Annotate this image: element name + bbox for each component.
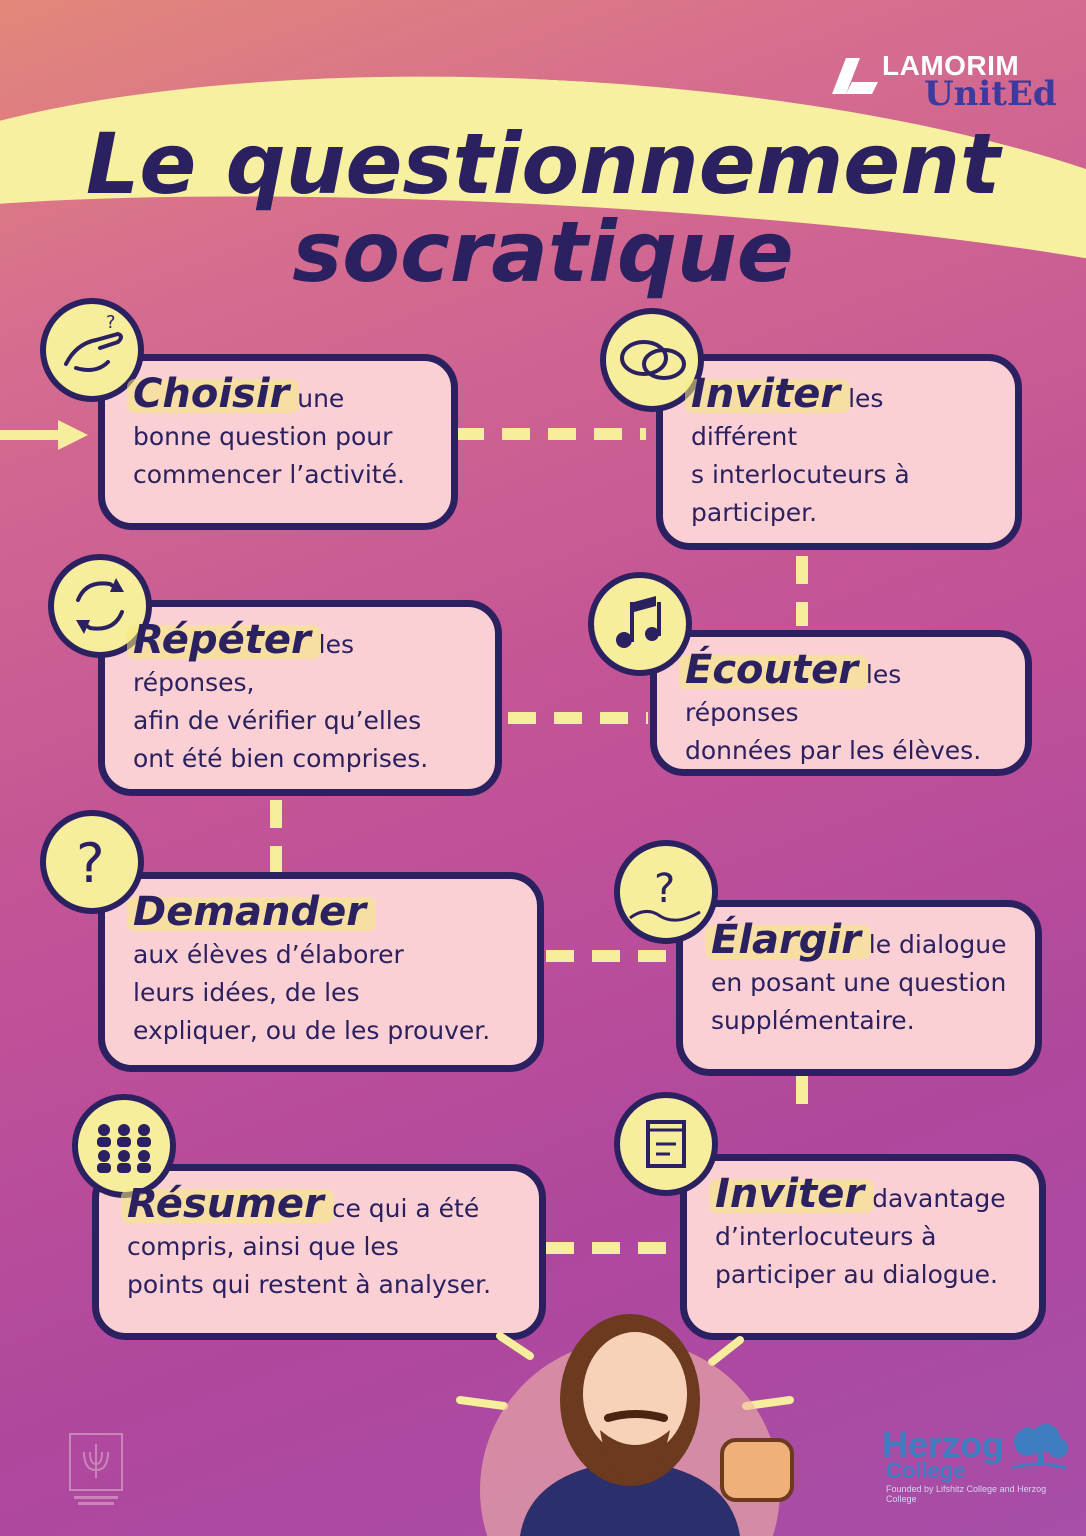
step-line: en posant une question (711, 968, 1007, 997)
step-inline-text: les réponses (685, 660, 902, 727)
step-keyword: Répéter (133, 617, 311, 663)
page-title-line1: Le questionnement (85, 115, 1001, 213)
entry-arrow-icon (0, 420, 88, 450)
step-line: expliquer, ou de les prouver. (133, 1016, 491, 1045)
herzog-sub: College (886, 1458, 966, 1483)
step-line: points qui restent à analyser. (127, 1270, 492, 1299)
step-line: aux élèves d’élaborer (133, 940, 404, 969)
step-icon-circle (588, 572, 692, 676)
svg-text:?: ? (654, 866, 676, 912)
herzog-name: Herzog (882, 1424, 1005, 1465)
calendar-note-icon (620, 1098, 712, 1190)
step-line: s interlocuteurs à (691, 460, 910, 489)
step-line: afin de vérifier qu’elles (133, 706, 422, 735)
ministry-emblem-icon (66, 1430, 126, 1510)
philosopher-illustration (440, 1290, 820, 1536)
step-text (133, 371, 431, 494)
svg-text:?: ? (76, 832, 105, 895)
step-text (691, 371, 995, 532)
step-keyword: Inviter (691, 371, 841, 417)
step-card-elargir (676, 900, 1042, 1076)
herzog-tagline: Founded by Lifshitz College and Herzog College (886, 1484, 1047, 1504)
step-text (133, 889, 517, 1050)
step-keyword: Choisir (133, 371, 290, 417)
step-inline-text: ce qui a été (323, 1194, 480, 1223)
step-line: bonne question pour (133, 422, 393, 451)
step-inline-text: les réponses, (133, 630, 354, 697)
step-card-demander (98, 872, 544, 1072)
step-line: leurs idées, de les (133, 978, 360, 1007)
step-text (133, 617, 475, 778)
connector (546, 950, 676, 962)
connector (796, 1076, 808, 1116)
step-keyword: Élargir (711, 917, 861, 963)
step-card-ecouter (650, 630, 1032, 776)
step-text (685, 647, 1005, 770)
group-people-icon (78, 1100, 170, 1192)
step-line: ont été bien comprises. (133, 744, 429, 773)
connector (270, 800, 282, 872)
herzog-college-logo (882, 1424, 1072, 1524)
step-inline-text: les différent (691, 384, 884, 451)
step-line: supplémentaire. (711, 1006, 915, 1035)
connector (508, 712, 648, 724)
svg-text:?: ? (106, 312, 116, 333)
question-scribble-icon (620, 846, 712, 938)
step-line: participer au dialogue. (715, 1260, 998, 1289)
connector (456, 428, 646, 440)
music-notes-icon (594, 578, 686, 670)
lamorim-logo (832, 50, 1057, 120)
connector (546, 1242, 680, 1254)
step-line: données par les élèves. (685, 736, 982, 765)
step-line: d’interlocuteurs à (715, 1222, 937, 1251)
pointing-hand-question-icon (46, 304, 138, 396)
step-keyword: Écouter (685, 647, 858, 693)
step-inline-text: davantage (864, 1184, 1006, 1213)
lamorim-mark-icon (832, 56, 880, 96)
step-keyword: Inviter (715, 1171, 865, 1217)
step-line: commencer l’activité. (133, 460, 405, 489)
question-mark-icon (46, 816, 138, 908)
step-text (711, 917, 1015, 1040)
united-text: UnitEd (924, 74, 1057, 114)
step-keyword: Demander (133, 889, 366, 935)
step-inline-text: le dialogue (860, 930, 1007, 959)
step-text (127, 1181, 519, 1304)
step-text (715, 1171, 1019, 1294)
step-card-repeter (98, 600, 502, 796)
step-icon-circle (614, 840, 718, 944)
step-line: compris, ainsi que les (127, 1232, 399, 1261)
step-card-choisir (98, 354, 458, 530)
step-card-inviter (656, 354, 1022, 550)
lamorim-text: LAMORIM (882, 50, 1020, 81)
connector (796, 556, 808, 626)
step-keyword: Résumer (127, 1181, 324, 1227)
page-title-line2: socratique (292, 203, 794, 301)
step-inline-text: une (289, 384, 345, 413)
tree-icon (1002, 1424, 1072, 1472)
step-icon-circle (614, 1092, 718, 1196)
step-line: participer. (691, 498, 818, 527)
